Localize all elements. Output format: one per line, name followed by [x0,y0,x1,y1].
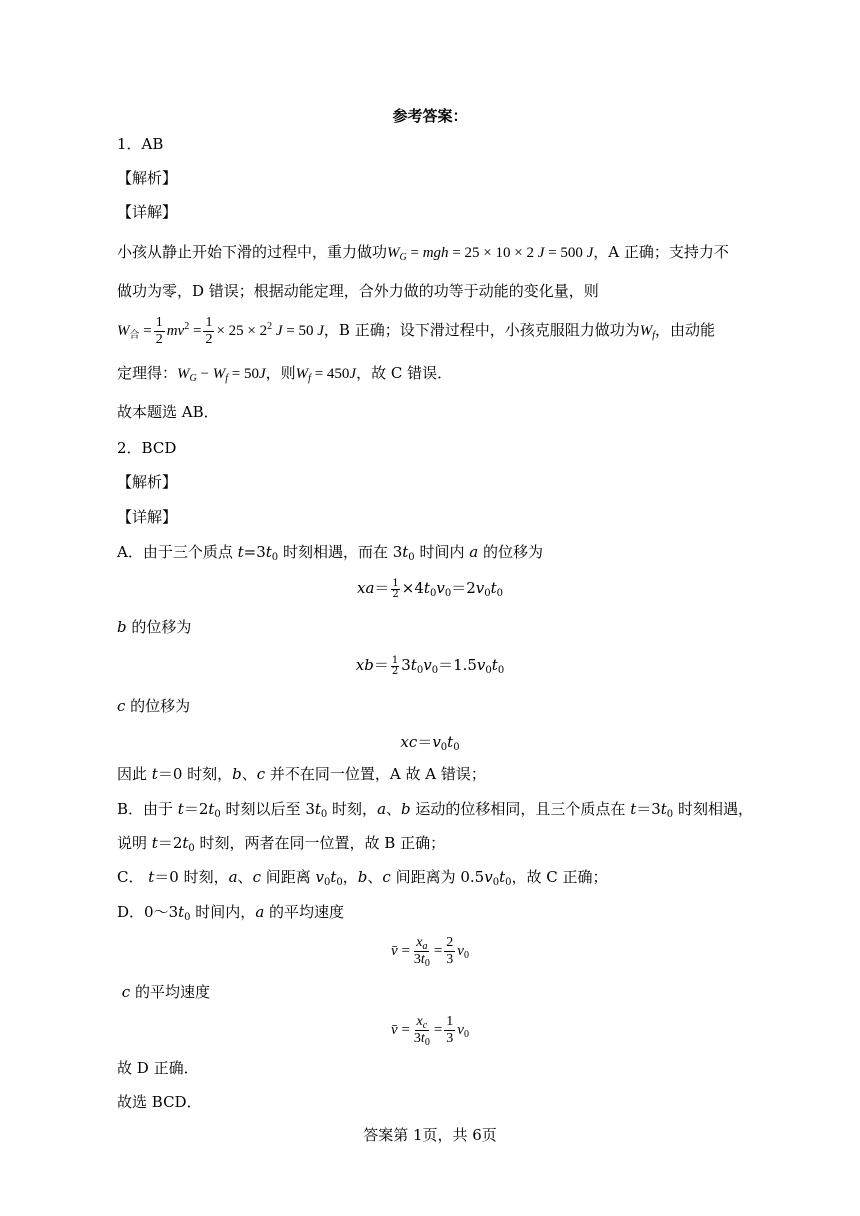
q2-final-answer: 故选 BCD． [117,1093,202,1111]
q1-text: ，则 [265,364,296,382]
q1-paragraph-line-1 [117,242,729,263]
q1-paragraph-line-4 [117,363,452,384]
q2-option-c-line: C． t＝0 时刻，a、c 间距离 $v_0t_0$，b、c 间距离为 $0.5v_0t_0$，故 C 正确； [117,868,608,888]
q1-paragraph-line-3 [117,316,715,347]
q1-kinetic-energy-equation: $W_合$ = $\frac{1}{2}$ $mv^2$ = $\frac{1}{2}$ × $25 \times 2^2$ J = 50 J [117,315,324,347]
q1-text: 定理得： [117,364,178,382]
q1-paragraph-line-2: 做功为零，D 错误；根据动能定理，合外力做的功等于动能的变化量，则 [117,282,599,300]
q1-answer: 1．AB [117,135,164,153]
page-title: 参考答案： [392,107,468,125]
q1-detail-tag: 【详解】 [117,203,178,221]
q2-average-velocity-c-equation: v̄ = $\frac{x_c}{3t_0}$ = $\frac{1}{3}$ $v_0$ [391,1014,469,1048]
q1-work-energy-equation: $W_G - W_f = 50J$ [177,366,266,384]
q2-c-average-velocity-label: c 的平均速度 [121,983,210,1001]
q2-option-b-line-1: B．由于 $t=2t_0$ 时刻以后至 $3t_0$ 时刻，a、b 运动的位移相同，且三个质点在 $t=3t_0$ 时刻相遇， [117,800,753,820]
q2-average-velocity-a-equation: v̄ = $\frac{x_a}{3t_0}$ = $\frac{2}{3}$ $v_0$ [391,935,469,969]
q2-option-d-line: D．$0\sim 3t_0$ 时间内，a 的平均速度 [117,903,345,923]
page-footer: 答案第 1页，共 6页 [363,1126,497,1144]
q2-analysis-tag: 【解析】 [117,473,178,491]
q1-text: ，由动能 [655,320,716,339]
q2-b-displacement-label: b 的位移为 [117,618,192,636]
q2-option-b-line-2: 说明 $t=2t_0$ 时刻，两者在同一位置，故 B 正确； [117,834,446,854]
q1-text: ，A 正确；支持力不 [593,243,729,261]
q2-displacement-b-equation: xb＝ $\frac{1}{2}$ $3t_0v_0=1.5v_0t_0$ [355,654,505,677]
q1-text: 小孩从静止开始下滑的过程中，重力做功 [117,243,388,261]
q1-gravity-work-equation: $W_G$ = mgh = 25 × 10 × 2 J = 500 J [387,245,594,263]
q2-c-displacement-label: c 的位移为 [117,697,191,715]
q1-text: ，故 C 错误． [356,364,453,382]
q2-option-d-conclusion: 故 D 正确． [117,1059,199,1077]
q2-detail-tag: 【详解】 [117,508,178,526]
q2-option-a-line: A．由于三个质点 $t=3t_0$ 时刻相遇，而在 $3t_0$ 时间内 a 的位移为 [117,543,543,563]
q1-analysis-tag: 【解析】 [117,169,178,187]
q2-answer: 2．BCD [117,439,177,457]
q1-text: ，B 正确；设下滑过程中，小孩克服阻力做功为 [323,320,640,339]
q2-displacement-a-equation: xa＝ $\frac{1}{2}$ $\times 4t_0v_0=2v_0t_0$ [357,577,503,600]
q2-option-a-conclusion: 因此 t＝0 时刻，b、c 并不在同一位置，A 故 A 错误； [117,765,486,783]
q2-displacement-c-equation: $xc=v_0t_0$ [400,733,460,753]
q1-friction-work-result: $W_f = 450J$ [295,366,357,384]
q1-friction-work-symbol: $W_f$ [639,322,655,341]
q1-conclusion: 故本题选 AB． [117,403,219,421]
